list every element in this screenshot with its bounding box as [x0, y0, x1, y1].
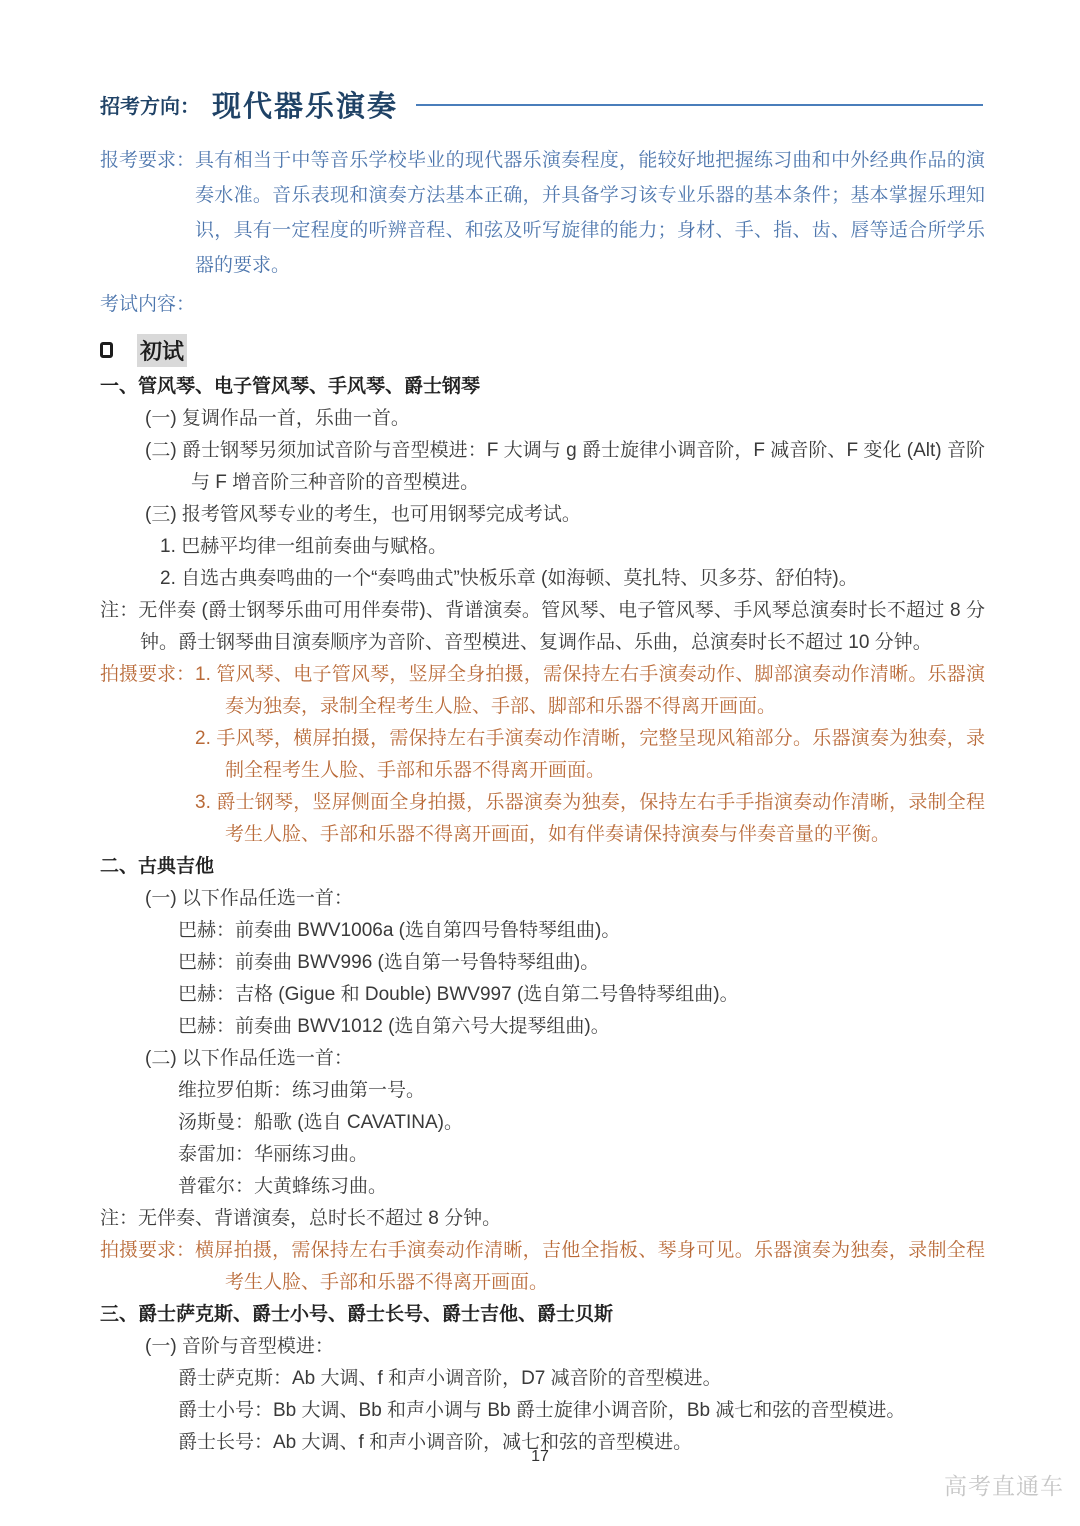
- work-item: 巴赫：前奏曲 BWV996 (选自第一号鲁特琴组曲)。: [178, 952, 600, 973]
- section1-item-2: (二) 爵士钢琴另须加试音阶与音型模进：F 大调与 g 爵士旋律小调音阶，F 减音阶、F 变化 (Alt) 音阶与 F 增音阶三种音阶的音型模进。: [145, 440, 985, 493]
- shooting-requirement-item: 3. 爵士钢琴，竖屏侧面全身拍摄，乐器演奏为独奏，保持左右手手指演奏动作清晰，录制全程考生人脸、手部和乐器不得离开画面，如有伴奏请保持演奏与伴奏音量的平衡。: [195, 792, 985, 845]
- page-title: 现代器乐演奏: [212, 91, 399, 123]
- shooting-requirement-item: 2. 手风琴，横屏拍摄，需保持左右手演奏动作清晰，完整呈现风箱部分。乐器演奏为独奏，录制全程考生人脸、手部和乐器不得离开画面。: [195, 728, 985, 781]
- section2-item-1: (一) 以下作品任选一首：: [145, 888, 353, 909]
- section1-subitem-2: 2. 自选古典奏鸣曲的一个“奏鸣曲式”快板乐章 (如海顿、莫扎特、贝多芬、舒伯特)。: [160, 568, 858, 589]
- header: [100, 84, 985, 125]
- exam-content-label: 考试内容：: [100, 294, 196, 315]
- apply-requirements-text: 具有相当于中等音乐学校毕业的现代器乐演奏程度，能较好地把握练习曲和中外经典作品的演奏水准。音乐表现和演奏方法基本正确，并具备学习该专业乐器的基本条件；基本掌握乐理知识，具有一定程度的听辨音程、和弦及听写旋律的能力；身材、手、指、齿、唇等适合所学乐器的要求。: [195, 150, 985, 276]
- section2-heading: 二、古典吉他: [100, 856, 215, 877]
- section2-note: 注：无伴奏、背谱演奏，总时长不超过 8 分钟。: [100, 1208, 502, 1229]
- shooting-requirement-item: 1. 管风琴、电子管风琴，竖屏全身拍摄，需保持左右手演奏动作、脚部演奏动作清晰。乐器演奏为独奏，录制全程考生人脸、手部、脚部和乐器不得离开画面。: [195, 664, 985, 717]
- section2-shooting-requirements: [100, 1235, 985, 1299]
- section3-item-1: (一) 音阶与音型模进：: [145, 1336, 334, 1357]
- first-round-title: 初试: [137, 334, 187, 367]
- section1-item-1: (一) 复调作品一首，乐曲一首。: [145, 408, 410, 429]
- work-item: 爵士小号：Bb 大调、Bb 和声小调与 Bb 爵士旋律小调音阶，Bb 减七和弦的音型模进。: [178, 1400, 906, 1421]
- square-bullet-icon: [100, 342, 113, 358]
- header-rule: [416, 104, 983, 106]
- apply-requirements-label: 报考要求：: [100, 150, 196, 171]
- section1-subitem-1: 1. 巴赫平均律一组前奏曲与赋格。: [160, 536, 448, 557]
- shooting-requirements-list: [195, 1235, 985, 1299]
- shooting-requirements-label: 拍摄要求：: [100, 1240, 196, 1261]
- page-number: 17: [531, 1448, 549, 1465]
- section3-heading: 三、爵士萨克斯、爵士小号、爵士长号、爵士吉他、爵士贝斯: [100, 1304, 614, 1325]
- direction-label: 招考方向：: [100, 96, 200, 118]
- work-item: 泰雷加：华丽练习曲。: [178, 1144, 369, 1165]
- watermark-text: 高考直通车: [944, 1473, 1064, 1499]
- work-item: 普霍尔：大黄蜂练习曲。: [178, 1176, 388, 1197]
- work-item: 汤斯曼：船歌 (选自 CAVATINA)。: [178, 1112, 464, 1133]
- shooting-requirement-item: 横屏拍摄，需保持左右手演奏动作清晰，吉他全指板、琴身可见。乐器演奏为独奏，录制全程考生人脸、手部和乐器不得离开画面。: [195, 1240, 985, 1293]
- work-item: 维拉罗伯斯：练习曲第一号。: [178, 1080, 426, 1101]
- section2-item-2: (二) 以下作品任选一首：: [145, 1048, 353, 1069]
- work-item: 巴赫：前奏曲 BWV1006a (选自第四号鲁特琴组曲)。: [178, 920, 621, 941]
- section1-note: 注：无伴奏 (爵士钢琴乐曲可用伴奏带)、背谱演奏。管风琴、电子管风琴、手风琴总演奏时长不超过 8 分钟。爵士钢琴曲目演奏顺序为音阶、音型模进、复调作品、乐曲，总演奏时长不超过 10 分钟。: [100, 600, 985, 653]
- work-item: 巴赫：前奏曲 BWV1012 (选自第六号大提琴组曲)。: [178, 1016, 610, 1037]
- shooting-requirements-label: 拍摄要求：: [100, 664, 196, 685]
- work-item: 巴赫：吉格 (Gigue 和 Double) BWV997 (选自第二号鲁特琴组曲)。: [178, 984, 739, 1005]
- work-item: 爵士长号：Ab 大调、f 和声小调音阶，减七和弦的音型模进。: [178, 1432, 693, 1453]
- shooting-requirements-list: [195, 659, 985, 851]
- section1-shooting-requirements: [100, 659, 985, 851]
- work-item: 爵士萨克斯：Ab 大调、f 和声小调音阶，D7 减音阶的音型模进。: [178, 1368, 722, 1389]
- first-round-heading: [100, 335, 985, 365]
- apply-requirements: [100, 143, 985, 283]
- section1-heading: 一、管风琴、电子管风琴、手风琴、爵士钢琴: [100, 376, 481, 397]
- section1-item-3: (三) 报考管风琴专业的考生，也可用钢琴完成考试。: [145, 504, 581, 525]
